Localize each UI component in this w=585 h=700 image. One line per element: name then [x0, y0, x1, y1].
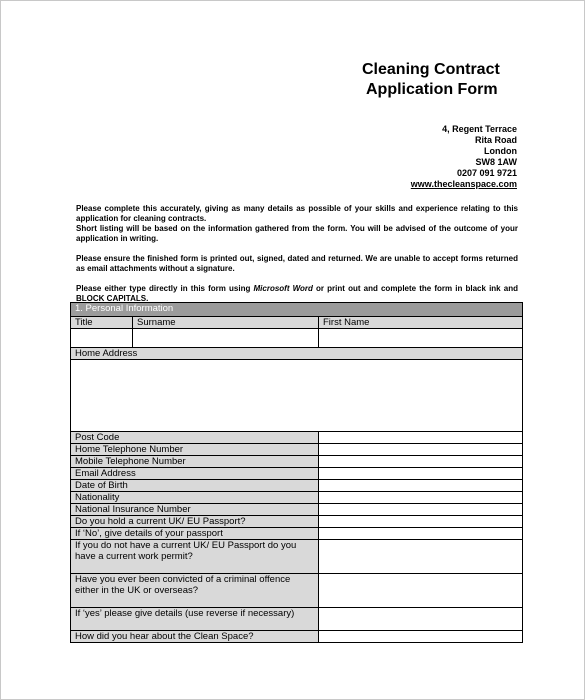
intro-paragraph-3 [76, 284, 518, 304]
section-title: 1. Personal Information [71, 303, 523, 317]
field-label-criminal-offence: Have you ever been convicted of a criminal offence either in the UK or overseas? [71, 574, 319, 608]
field-label-national-insurance: National Insurance Number [71, 504, 319, 516]
address-city: London [484, 146, 517, 156]
form-row [71, 504, 523, 516]
home-address-label: Home Address [71, 348, 523, 360]
field-label-email: Email Address [71, 468, 319, 480]
personal-information-table [70, 302, 523, 643]
criminal-offence-input[interactable] [319, 574, 523, 608]
intro-para-4-end: or print out and complete the form in black ink and BLOCK CAPITALS. [76, 284, 518, 303]
intro-para-2-text: Short listing will be based on the information gathered from the form. You will be advised of the outcome of your application in writing. [76, 224, 518, 243]
mobile-telephone-input[interactable] [319, 456, 523, 468]
home-address-input[interactable] [71, 360, 523, 432]
form-row [71, 492, 523, 504]
field-label-passport: Do you hold a current UK/ EU Passport? [71, 516, 319, 528]
name-input-row [71, 329, 523, 348]
form-row [71, 516, 523, 528]
form-row [71, 631, 523, 643]
form-row [71, 540, 523, 574]
surname-column-header: Surname [133, 317, 319, 329]
section-header-row [71, 303, 523, 317]
passport-details-input[interactable] [319, 528, 523, 540]
title-input[interactable] [71, 329, 133, 348]
offence-details-input[interactable] [319, 608, 523, 631]
post-code-input[interactable] [319, 432, 523, 444]
address-street: 4, Regent Terrace [442, 124, 517, 134]
home-address-input-row [71, 360, 523, 432]
form-row [71, 456, 523, 468]
title-column-header: Title [71, 317, 133, 329]
nationality-input[interactable] [319, 492, 523, 504]
website-link[interactable]: www.thecleanspace.com [410, 179, 517, 189]
address-postcode: SW8 1AW [475, 157, 517, 167]
form-row [71, 608, 523, 631]
home-telephone-input[interactable] [319, 444, 523, 456]
intro-paragraph-1 [76, 204, 518, 244]
home-address-label-row [71, 348, 523, 360]
date-of-birth-input[interactable] [319, 480, 523, 492]
intro-para-1-text: Please complete this accurately, giving as many details as possible of your skills and experience relating to this application for cleaning contracts. [76, 204, 518, 223]
field-label-referral-source: How did you hear about the Clean Space? [71, 631, 319, 643]
field-label-post-code: Post Code [71, 432, 319, 444]
field-label-nationality: Nationality [71, 492, 319, 504]
first-name-column-header: First Name [319, 317, 523, 329]
form-row [71, 480, 523, 492]
surname-input[interactable] [133, 329, 319, 348]
intro-text [76, 204, 518, 304]
first-name-input[interactable] [319, 329, 523, 348]
name-header-row [71, 317, 523, 329]
form-row [71, 528, 523, 540]
form-row [71, 468, 523, 480]
field-label-offence-details: If ‘yes’ please give details (use reverse if necessary) [71, 608, 319, 631]
field-label-date-of-birth: Date of Birth [71, 480, 319, 492]
form-row [71, 432, 523, 444]
work-permit-input[interactable] [319, 540, 523, 574]
field-label-mobile-telephone: Mobile Telephone Number [71, 456, 319, 468]
referral-source-input[interactable] [319, 631, 523, 643]
field-label-home-telephone: Home Telephone Number [71, 444, 319, 456]
address-road: Rita Road [474, 135, 517, 145]
title-line-2: Application Form [366, 81, 498, 98]
national-insurance-input[interactable] [319, 504, 523, 516]
field-label-work-permit: If you do not have a current UK/ EU Passport do you have a current work permit? [71, 540, 319, 574]
address-phone: 0207 091 9721 [456, 168, 517, 178]
field-label-passport-details: If ‘No’, give details of your passport [71, 528, 319, 540]
form-row [71, 444, 523, 456]
form-row [71, 574, 523, 608]
passport-input[interactable] [319, 516, 523, 528]
company-address [411, 124, 517, 190]
title-line-1: Cleaning Contract [362, 61, 500, 78]
intro-para-4-italic: Microsoft Word [253, 284, 313, 293]
email-input[interactable] [319, 468, 523, 480]
intro-para-4-start: Please either type directly in this form using [76, 284, 254, 293]
intro-paragraph-2: Please ensure the finished form is printed out, signed, dated and returned. We are unable to accept forms returned as email attachments without a signature. [76, 254, 518, 273]
